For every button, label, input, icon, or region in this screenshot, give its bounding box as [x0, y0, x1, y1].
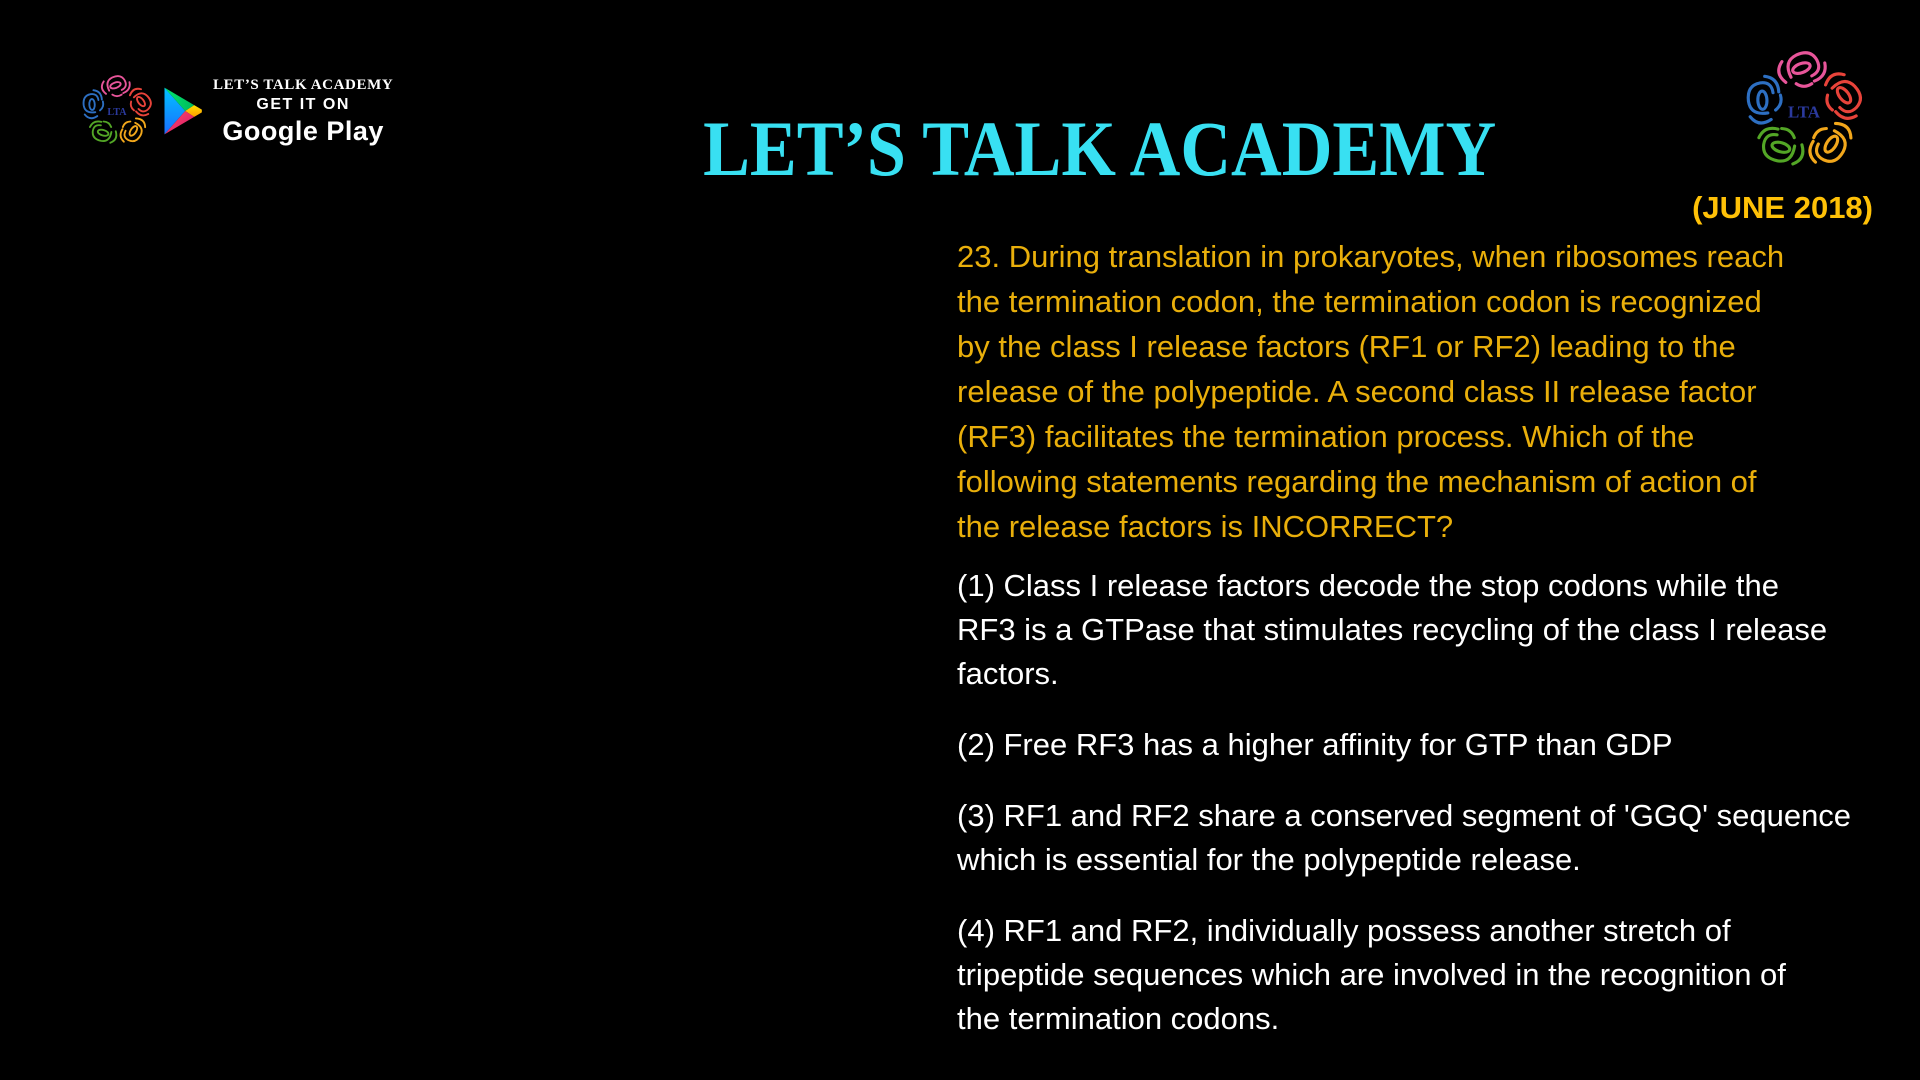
- option-1: [957, 564, 1920, 696]
- badge-brand-label: LET’S TALK ACADEMY: [213, 77, 394, 93]
- question-line: following statements regarding the mechanism of action of: [957, 464, 1757, 499]
- google-play-badge[interactable]: [160, 76, 393, 146]
- option-3-line: (3) RF1 and RF2 share a conserved segment of 'GGQ' sequence: [957, 798, 1852, 833]
- option-1-line: factors.: [957, 656, 1059, 691]
- option-2: [957, 723, 1920, 767]
- question-line: release of the polypeptide. A second class II release factor: [957, 374, 1757, 409]
- play-triangle-icon: [160, 83, 205, 139]
- badge-google-play-label: Google Play: [222, 116, 384, 146]
- question-line: 23. During translation in prokaryotes, when ribosomes reach: [957, 239, 1785, 274]
- question-panel: [957, 234, 1920, 1068]
- option-3-line: which is essential for the polypeptide release.: [957, 842, 1581, 877]
- google-play-badge-text: [213, 76, 393, 146]
- question-line: (RF3) facilitates the termination process. Which of the: [957, 419, 1695, 454]
- question-line: the termination codon, the termination codon is recognized: [957, 284, 1762, 319]
- page-title: [520, 94, 1680, 204]
- question-text: [957, 234, 1920, 549]
- option-4-line: tripeptide sequences which are involved in the recognition of: [957, 957, 1786, 992]
- option-4-line: the termination codons.: [957, 1001, 1280, 1036]
- page-title-text: LET’S TALK ACADEMY: [703, 105, 1497, 193]
- lta-logo-icon: [78, 68, 156, 154]
- lta-logo-icon: [1732, 46, 1876, 176]
- question-line: by the class I release factors (RF1 or RF2) leading to the: [957, 329, 1736, 364]
- option-4-line: (4) RF1 and RF2, individually possess another stretch of: [957, 913, 1731, 948]
- badge-get-it-on-label: GET IT ON: [256, 96, 350, 113]
- option-4: [957, 909, 1920, 1041]
- option-1-line: (1) Class I release factors decode the stop codons while the: [957, 568, 1779, 603]
- option-2-line: (2) Free RF3 has a higher affinity for GTP than GDP: [957, 727, 1673, 762]
- lta-logo-label: LTA: [1788, 102, 1820, 122]
- exam-session-badge: (JUNE 2018): [1692, 190, 1873, 225]
- lta-logo-label: LTA: [107, 106, 127, 118]
- option-3: [957, 794, 1920, 882]
- question-line: the release factors is INCORRECT?: [957, 509, 1454, 544]
- option-1-line: RF3 is a GTPase that stimulates recycling of the class I release: [957, 612, 1828, 647]
